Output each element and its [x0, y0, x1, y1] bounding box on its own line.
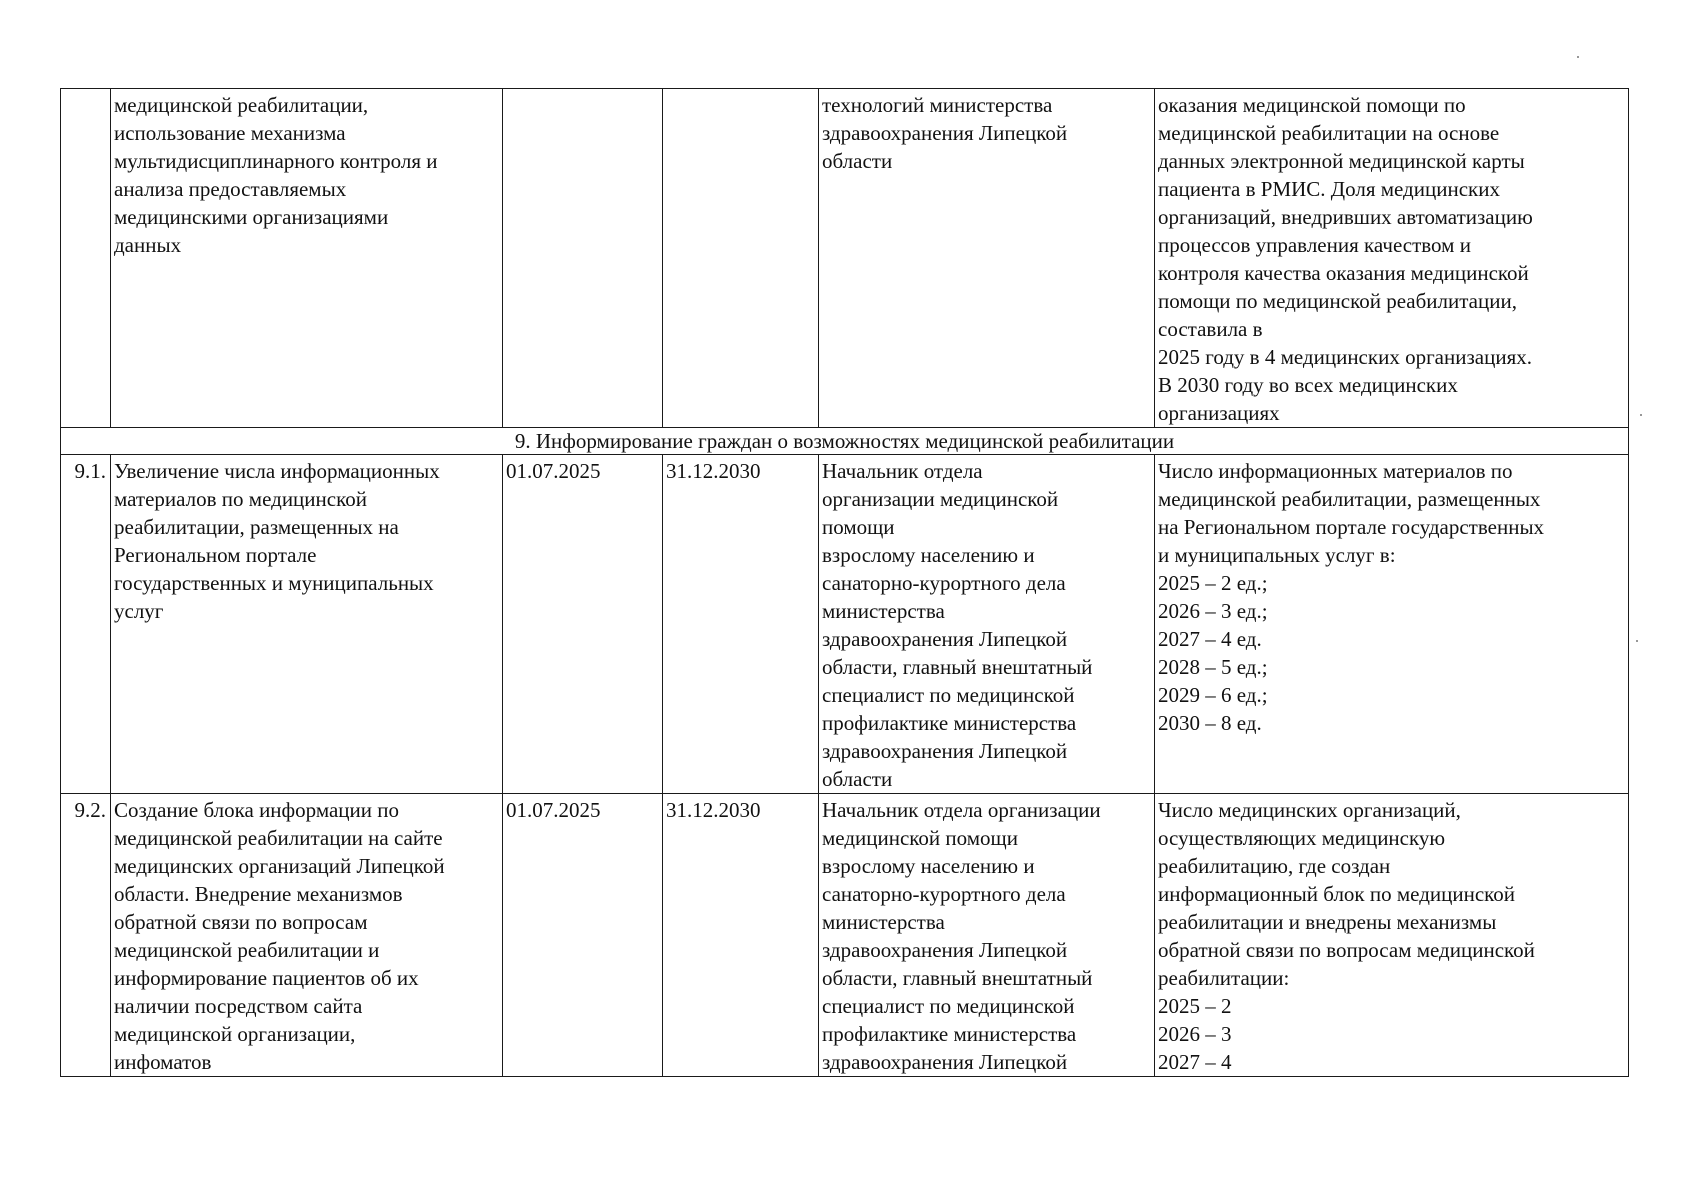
section-header-row	[61, 428, 1629, 455]
result-text: оказания медицинской помощи по медицинской реабилитации на основе данных электронной медицинской карты пациента в РМИС. Доля медицинских организаций, внедривших автоматизацию процессов управления качеством и контроля качества оказания медицинской помощи по медицинской реабилитации, составила в 2025 году в 4 медицинских организациях. В 2030 году во всех медицинских организациях	[1158, 93, 1533, 425]
activity-text: Создание блока информации по медицинской реабилитации на сайте медицинских организаций Липецкой области. Внедрение механизмов обратной связи по вопросам медицинской реабилитации и информирование пациентов об их наличии посредством сайта медицинской организации, инфоматов	[114, 798, 445, 1074]
activity-text: медицинской реабилитации, использование механизма мультидисциплинарного контроля и анализа предоставляемых медицинскими организациями данных	[114, 93, 438, 257]
row-number-cell	[61, 89, 111, 428]
activity-cell	[111, 794, 503, 1077]
scan-speck	[1640, 414, 1642, 416]
result-text: Число информационных материалов по медицинской реабилитации, размещенных на Региональном портале государственных и муниципальных услуг в: 2025 – 2 ед.; 2026 – 3 ед.; 2027 – 4 ед. 2028 – 5 ед.; 2029 – 6 ед.; 2030 – 8 ед.	[1158, 459, 1545, 735]
start-date-cell	[503, 794, 663, 1077]
table-row-continuation	[61, 89, 1629, 428]
scan-speck	[1636, 640, 1638, 642]
scan-speck	[1577, 56, 1579, 58]
responsible-cell	[819, 794, 1155, 1077]
responsible-text: Начальник отдела организации медицинской помощи взрослому населению и санаторно-курортного дела министерства здравоохранения Липецкой области, главный внештатный специалист по медицинской профилактике министерства здравоохранения Липецкой области	[822, 459, 1093, 791]
row-number: 9.2.	[74, 798, 106, 822]
section-title: 9. Информирование граждан о возможностях медицинской реабилитации	[61, 428, 1629, 455]
row-number-cell	[61, 794, 111, 1077]
end-date-cell	[663, 794, 819, 1077]
start-date-cell	[503, 89, 663, 428]
row-number-cell	[61, 455, 111, 794]
responsible-cell	[819, 89, 1155, 428]
activity-text: Увеличение числа информационных материалов по медицинской реабилитации, размещенных на Региональном портале государственных и муниципальных услуг	[114, 459, 440, 623]
measures-table	[60, 88, 1629, 1077]
result-text: Число медицинских организаций, осуществляющих медицинскую реабилитацию, где создан информационный блок по медицинской реабилитации и внедрены механизмы обратной связи по вопросам медицинской реабилитации: 2025 – 2 2026 – 3 2027 – 4	[1158, 798, 1535, 1074]
row-number: 9.1.	[74, 459, 106, 483]
result-cell	[1155, 794, 1629, 1077]
responsible-text: Начальник отдела организации медицинской помощи взрослому населению и санаторно-курортного дела министерства здравоохранения Липецкой области, главный внештатный специалист по медицинской профилактике министерства здравоохранения Липецкой	[822, 798, 1101, 1074]
start-date: 01.07.2025	[506, 798, 601, 822]
end-date-cell	[663, 455, 819, 794]
end-date: 31.12.2030	[666, 459, 761, 483]
responsible-cell	[819, 455, 1155, 794]
end-date-cell	[663, 89, 819, 428]
start-date-cell	[503, 455, 663, 794]
table-row	[61, 455, 1629, 794]
result-cell	[1155, 455, 1629, 794]
activity-cell	[111, 455, 503, 794]
activity-cell	[111, 89, 503, 428]
end-date: 31.12.2030	[666, 798, 761, 822]
responsible-text: технологий министерства здравоохранения Липецкой области	[822, 93, 1068, 173]
start-date: 01.07.2025	[506, 459, 601, 483]
table-row	[61, 794, 1629, 1077]
result-cell	[1155, 89, 1629, 428]
